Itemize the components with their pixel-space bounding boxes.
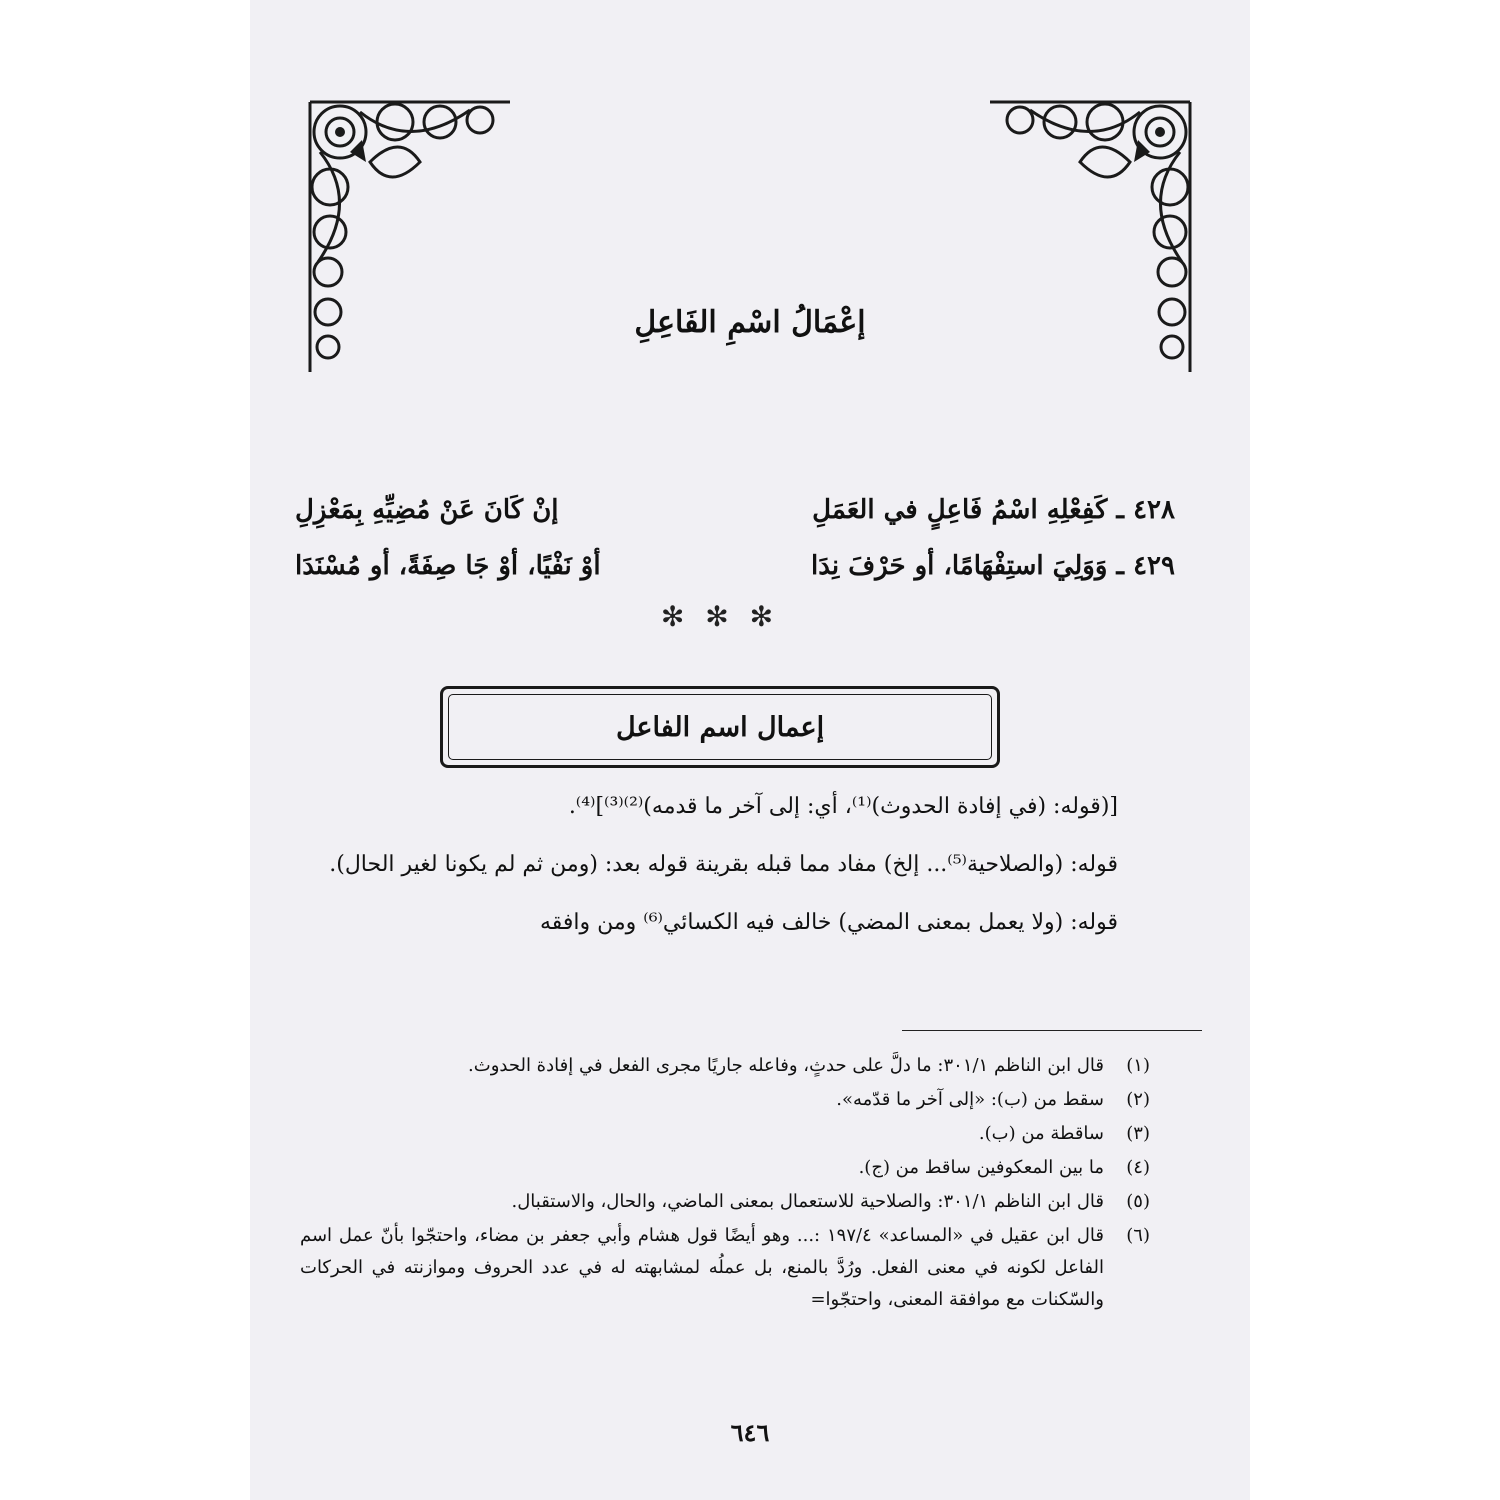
chapter-title: إعْمَالُ اسْمِ الفَاعِلِ (634, 305, 866, 340)
footnote-text: ما بين المعكوفين ساقط من (ج). (858, 1157, 1104, 1178)
footnote-text: قال ابن الناظم ٣٠١/١: ما دلَّ على حدثٍ، وفاعله جاريًا مجرى الفعل في إفادة الحدوث. (468, 1055, 1104, 1076)
page-number: ٦٤٦ (730, 1418, 770, 1447)
verses-block (295, 495, 1175, 607)
footnote-text: ساقطة من (ب). (978, 1123, 1104, 1144)
paragraph: [(قوله: (في إفادة الحدوث)⁽¹⁾، أي: إلى آخر ما قدمه)⁽²⁾⁽³⁾]⁽⁴⁾. (568, 794, 1118, 819)
footnote-text: قال ابن الناظم ٣٠١/١: والصلاحية للاستعمال بمعنى الماضي، والحال، والاستقبال. (511, 1191, 1104, 1212)
footnote-number: (٦) (1126, 1225, 1150, 1246)
footnote-divider (902, 1030, 1202, 1031)
verse-line (295, 551, 1175, 607)
footnote-item (300, 1118, 1150, 1150)
paragraph: قوله: (ولا يعمل بمعنى المضي) خالف فيه الكسائي⁽⁶⁾ ومن وافقه (539, 910, 1118, 935)
footnote-item (300, 1152, 1150, 1184)
verse-line (295, 495, 1175, 551)
footnote-item (300, 1186, 1150, 1218)
section-heading-box (440, 686, 1000, 768)
commentary-body (298, 785, 1148, 959)
footnote-number: (٤) (1126, 1157, 1150, 1178)
footnote-text: سقط من (ب): «إلى آخر ما قدّمه». (836, 1089, 1104, 1110)
footnote-number: (٥) (1126, 1191, 1150, 1212)
footnotes (300, 1050, 1150, 1318)
footnote-item (300, 1084, 1150, 1116)
section-separator-stars: ✻ ✻ ✻ (660, 600, 780, 633)
footnote-number: (٢) (1126, 1089, 1150, 1110)
verse-first-half: ٤٢٨ ـ كَفِعْلِهِ اسْمُ فَاعِلٍ في العَمَلِ (812, 495, 1175, 525)
verse-second-half: أوْ نَفْيًا، أوْ جَا صِفَةً، أو مُسْنَدَا (295, 551, 601, 581)
book-page (250, 0, 1250, 1500)
verse-first-half: ٤٢٩ ـ وَوَلِيَ استِفْهَامًا، أو حَرْفَ نِدَا (811, 551, 1175, 581)
footnote-number: (٣) (1126, 1123, 1150, 1144)
footnote-item (300, 1050, 1150, 1082)
footnote-text: قال ابن عقيل في «المساعد» ١٩٧/٤ :... وهو أيضًا قول هشام وأبي جعفر بن مضاء، واحتجّوا بأنّ عمل اسم الفاعل لكونه في معنى الفعل. ورُدَّ بالمنع، بل عملُه لمشابهته له في عدد الحروف وموازنته في الحركات والسّكنات مع موافقة المعنى، واحتجّوا= (300, 1225, 1105, 1310)
paragraph: قوله: (والصلاحية⁽⁵⁾... إلخ) مفاد مما قبله بقرينة قوله بعد: (ومن ثم لم يكونا لغير الحال). (329, 852, 1118, 877)
section-title: إعمال اسم الفاعل (615, 711, 825, 743)
verse-second-half: إنْ كَانَ عَنْ مُضِيِّهِ بِمَعْزِلِ (295, 495, 559, 525)
footnote-number: (١) (1126, 1055, 1150, 1076)
footnote-item (300, 1220, 1150, 1316)
